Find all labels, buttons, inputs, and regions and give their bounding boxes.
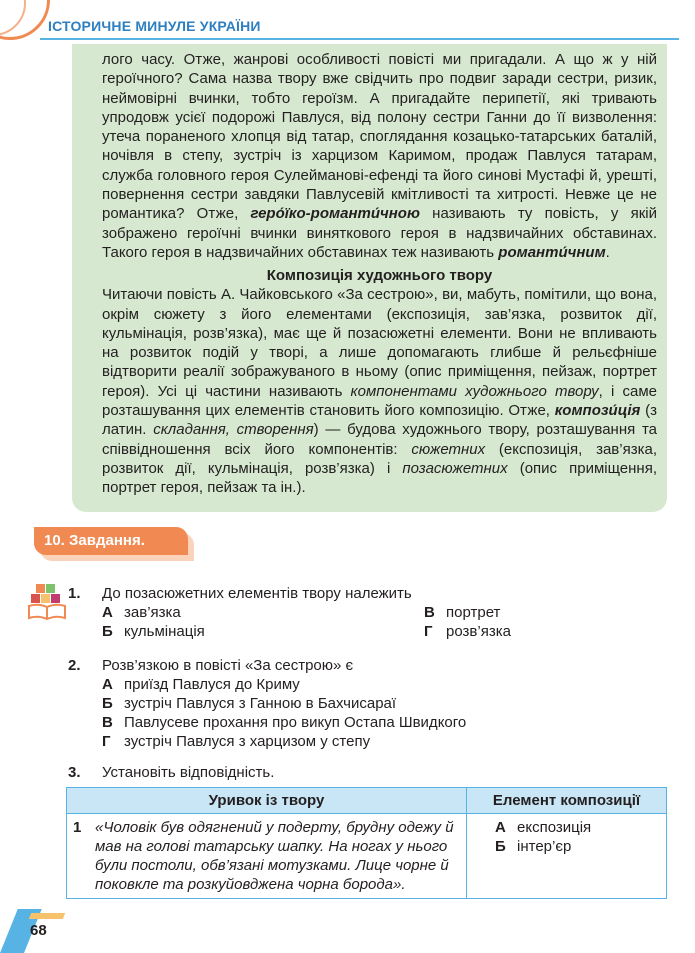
excerpt-quote: «Чоловік був одягнений у подерту, брудну одежу й мав на голові татарську шапку. На ногах у нього були постоли, обв’язані мотузками. Лице чорне й поковкле та розкуйовджена чорна борода». — [95, 819, 454, 893]
question-text: Установіть відповідність. — [102, 764, 275, 781]
answer-a: А експозиція — [495, 819, 592, 836]
option-b: Б кульмінація — [102, 623, 205, 640]
option-a: А приїзд Павлуся до Криму — [102, 676, 300, 693]
theory-paragraph-2: Читаючи повість А. Чайковського «За сестрою», ви, мабуть, помітили, що вона, окрім сюжету з його елементами (експозиція, зав’язка, розвиток дії, кульмінація, розв’язка), має ще й позасюжетні елементи. Вони не впливають на розвиток подій у творі, а лише допомагають глибше й рельєфніше відтворити реалії зображуваного в ньому (опис приміщення, пейзаж, портрет героя). Усі ці частини називають компонентами художнього твору, і саме розташування цих елементів становить його композицію. Отже, компози́ція (з латин. складання, створення) — будова художнього твору, розташування та співвідношення всіх його компонентів: сюжетних (експозиція, зав’язка, розвиток дії, кульмінація, розв’язка) і позасюжетних (опис приміщення, портрет героя, пейзаж та ін.). — [102, 286, 658, 497]
running-header: ІСТОРИЧНЕ МИНУЛЕ УКРАЇНИ — [48, 18, 261, 34]
theory-box — [72, 44, 667, 512]
matching-table — [66, 787, 667, 899]
option-a: А зав’язка — [102, 604, 181, 621]
option-v: В Павлусеве прохання про викуп Остапа Швидкого — [102, 714, 467, 731]
term-composition: компози́ція — [554, 402, 641, 420]
header-divider — [40, 38, 679, 40]
page-number: 68 — [30, 922, 47, 939]
column-header-excerpt: Уривок із твору — [67, 788, 467, 814]
question-number: 3. — [68, 764, 81, 781]
option-g: Г зустріч Павлуся з харцизом у степу — [102, 733, 371, 750]
question-number: 1. — [68, 585, 81, 602]
footer-decor-yellow — [29, 913, 65, 919]
table-row — [67, 814, 667, 899]
option-v: В портрет — [424, 604, 501, 621]
column-header-element: Елемент композиції — [467, 788, 667, 814]
question-text: Розв’язкою в повісті «За сестрою» є — [102, 657, 354, 674]
question-number: 2. — [68, 657, 81, 674]
theory-paragraph-1: лого часу. Отже, жанрові особливості повісті ми пригадали. А що ж у ній героїчного? Сама назва твору вже свідчить про подвиг заради сестри, ризик, неймовірні вчинки, тобто героїзм. А пригадайте перипетії, які тривають упродовж усієї подорожі Павлуся, від полону сестри Ганни до її визволення: утеча пораненого хлопця від татар, споглядання козацько-татарських баталій, ночівля в степу, зустріч із харцизом Каримом, продаж Павлуся татарам, служба головного героя Сулейманові-ефенді та його синові Мустафі й, урешті, повернення сестри завдяки Павлусевій кмітливості та хитрості. Невже це не романтика? Отже, геро́їко-романти́чною називають ту повість, у якій зображено героїчні вчинки виняткового героя в надзвичайних обставинах. Такого героя в надзвичайних обставинах теж називають романти́чним. — [102, 51, 657, 261]
answer-b: Б інтер’єр — [495, 838, 572, 855]
term-romantic: романти́чним — [498, 243, 606, 261]
task-badge: 10. Завдання. — [34, 527, 188, 555]
row-number: 1 — [73, 819, 82, 836]
term-heroic-romantic: геро́їко-романти́чною — [250, 205, 420, 223]
section-heading: Композиція художнього твору — [266, 267, 493, 285]
book-blocks-icon — [26, 582, 68, 624]
option-g: Г розв’язка — [424, 623, 511, 640]
question-text: До позасюжетних елементів твору належить — [102, 585, 412, 602]
option-b: Б зустріч Павлуся з Ганною в Бахчисараї — [102, 695, 397, 712]
